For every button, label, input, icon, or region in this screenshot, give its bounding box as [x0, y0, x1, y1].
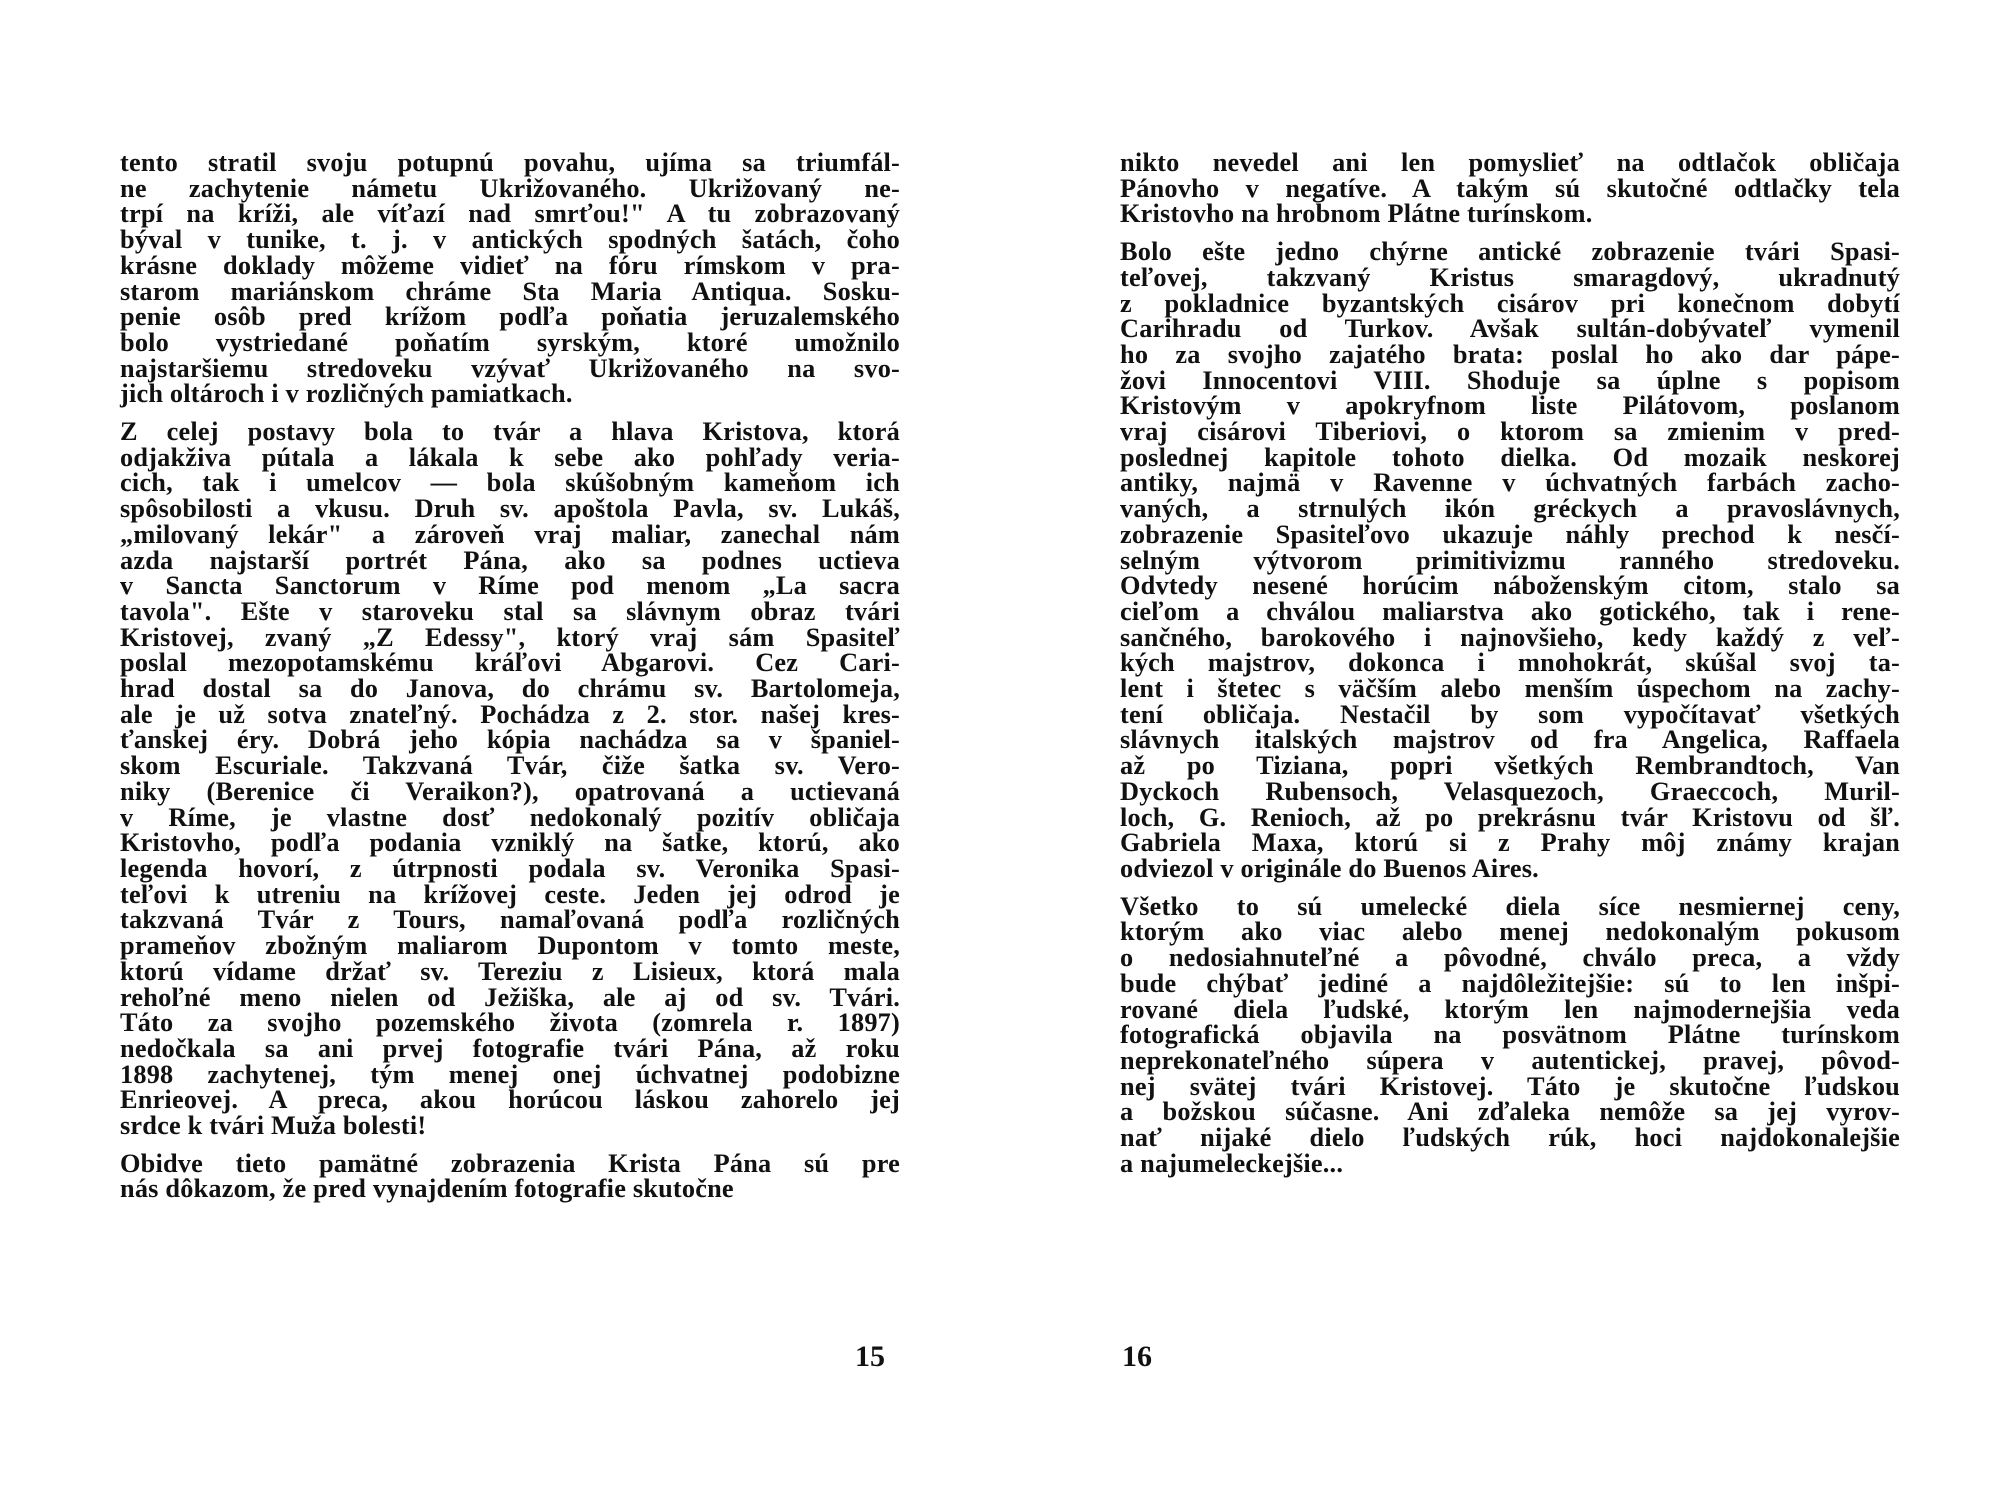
- text-line: sančného, barokového i najnovšieho, kedy každý z veľ-: [1120, 622, 1900, 652]
- text-line: poslednej kapitole tohoto dielka. Od mozaik neskorej: [1120, 442, 1900, 472]
- text-line: Kristovým v apokryfnom liste Pilátovom, poslanom: [1120, 391, 1900, 421]
- text-line: vraj cisárovi Tiberiovi, o ktorom sa zmienim v pred-: [1120, 417, 1900, 447]
- text-line: skom Escuriale. Takzvaná Tvár, čiže šatka sv. Vero-: [120, 751, 900, 781]
- text-line: prameňov zbožným maliarom Dupontom v tomto meste,: [120, 931, 900, 961]
- text-line: žovi Innocentovi VIII. Shoduje sa úplne s popisom: [1120, 365, 1900, 395]
- text-line: ktorým ako viac alebo menej nedokonalým pokusom: [1120, 917, 1900, 947]
- text-line: jich oltároch i v rozličných pamiatkach.: [120, 379, 573, 409]
- text-line: ale je už sotva znateľný. Pochádza z 2. stor. našej kres-: [120, 699, 900, 729]
- text-line: teľovi k utreniu na krížovej ceste. Jeden jej odrod je: [120, 879, 900, 909]
- text-line: odviezol v originále do Buenos Aires.: [1120, 853, 1539, 883]
- text-line: hrad dostal sa do Janova, do chrámu sv. Bartolomeja,: [120, 674, 900, 704]
- text-line: cieľom a chválou maliarstva ako gotického, tak i rene-: [1120, 596, 1900, 626]
- text-line: ne zachytenie námetu Ukrižovaného. Ukrižovaný ne-: [120, 173, 900, 203]
- text-line: lent i štetec s väčším alebo menším úspechom na zachy-: [1120, 674, 1900, 704]
- text-line: a božskou súčasne. Ani zďaleka nemôže sa jej vyrov-: [1120, 1097, 1900, 1127]
- text-line: až po Tiziana, popri všetkých Rembrandtoch, Van: [1120, 751, 1900, 781]
- text-line: tento stratil svoju potupnú povahu, ujíma sa triumfál-: [120, 148, 900, 177]
- text-line: 1898 zachytenej, tým menej onej úchvatnej podobizne: [120, 1059, 900, 1089]
- text-line: nás dôkazom, že pred vynajdením fotografie skutočne: [120, 1174, 734, 1204]
- text-line: poslal mezopotamskému kráľovi Abgarovi. Cez Cari-: [120, 648, 900, 678]
- text-line: Všetko to sú umelecké diela síce nesmiernej ceny,: [1120, 891, 1900, 921]
- text-line: starom mariánskom chráme Sta Maria Antiqua. Sosku-: [120, 276, 900, 306]
- text-line: Pánovho v negatíve. A takým sú skutočné odtlačky tela: [1120, 173, 1900, 203]
- paragraph: [1120, 891, 1900, 1178]
- text-line: loch, G. Renioch, až po prekrásnu tvár Kristovu od šľ.: [1120, 802, 1900, 832]
- text-line: cich, tak i umelcov — bola skúšobným kameňom ich: [120, 468, 900, 498]
- text-line: odjakživa pútala a lákala k sebe ako pohľady veria-: [120, 442, 900, 472]
- paragraph: [120, 419, 900, 1139]
- text-line: a najumeleckejšie...: [1120, 1148, 1344, 1178]
- text-line: legenda hovorí, z útrpnosti podala sv. Veronika Spasi-: [120, 853, 900, 883]
- text-line: Kristovej, zvaný „Z Edessy", ktorý vraj sám Spasiteľ: [120, 622, 900, 652]
- text-line: v Sancta Sanctorum v Ríme pod menom „La sacra: [120, 571, 900, 601]
- text-line: Táto za svojho pozemského života (zomrela r. 1897): [120, 1008, 900, 1038]
- text-line: najstaršiemu stredoveku vzývať Ukrižovaného na svo-: [120, 353, 900, 383]
- text-line: zobrazenie Spasiteľovo ukazuje náhly prechod k nesčí-: [1120, 519, 1900, 549]
- text-line: tení obličaja. Nestačil by som vypočítavať všetkých: [1120, 699, 1900, 729]
- text-line: Bolo ešte jedno chýrne antické zobrazenie tvári Spasi-: [1120, 237, 1900, 267]
- text-line: nedočkala sa ani prvej fotografie tvári Pána, až roku: [120, 1033, 900, 1063]
- text-line: ktorú vídame držať sv. Tereziu z Lisieux, ktorá mala: [120, 956, 900, 986]
- text-line: Carihradu od Turkov. Avšak sultán-dobývateľ vymenil: [1120, 314, 1900, 344]
- left-page: [120, 150, 900, 1202]
- text-line: Dyckoch Rubensoch, Velasquezoch, Graeccoch, Muril-: [1120, 776, 1900, 806]
- paragraph: [1120, 239, 1900, 882]
- text-line: nikto nevedel ani len pomyslieť na odtlačok obličaja: [1120, 148, 1900, 177]
- text-line: neprekonateľného súpera v autentickej, pravej, pôvod-: [1120, 1045, 1900, 1075]
- page-number-right: 16: [1122, 1340, 1152, 1373]
- text-line: býval v tunike, t. j. v antických spodných šatách, čoho: [120, 225, 900, 255]
- text-line: antiky, najmä v Ravenne v úchvatných farbách zacho-: [1120, 468, 1900, 498]
- text-line: takzvaná Tvár z Tours, namaľovaná podľa rozličných: [120, 905, 900, 935]
- text-line: Enrieovej. A preca, akou horúcou láskou zahorelo jej: [120, 1085, 900, 1115]
- text-line: krásne doklady môžeme vidieť na fóru rímskom v pra-: [120, 250, 900, 280]
- text-line: fotografická objavila na posvätnom Plátne turínskom: [1120, 1020, 1900, 1050]
- text-line: bolo vystriedané poňatím syrským, ktoré umožnilo: [120, 327, 900, 357]
- text-line: Gabriela Maxa, ktorú si z Prahy môj známy krajan: [1120, 828, 1900, 858]
- text-line: rované diela ľudské, ktorým len najmodernejšia veda: [1120, 994, 1900, 1024]
- text-line: ťanskej éry. Dobrá jeho kópia nachádza sa v španiel-: [120, 725, 900, 755]
- text-line: Kristovho, podľa podania vzniklý na šatke, ktorú, ako: [120, 828, 900, 858]
- text-line: vaných, a strnulých ikón gréckych a pravoslávnych,: [1120, 494, 1900, 524]
- text-line: azda najstarší portrét Pána, ako sa podnes uctieva: [120, 545, 900, 575]
- paragraph: [120, 150, 900, 407]
- text-line: Kristovho na hrobnom Plátne turínskom.: [1120, 199, 1593, 229]
- text-line: penie osôb pred krížom podľa poňatia jeruzalemského: [120, 302, 900, 332]
- text-line: kých majstrov, dokonca i mnohokrát, skúšal svoj ta-: [1120, 648, 1900, 678]
- text-line: z pokladnice byzantských cisárov pri konečnom dobytí: [1120, 288, 1900, 318]
- text-line: trpí na kríži, ale víťazí nad smrťou!" A tu zobrazovaný: [120, 199, 900, 229]
- page-number-left: 15: [855, 1340, 885, 1373]
- paragraph: [1120, 150, 1900, 227]
- paragraph: [120, 1148, 900, 1204]
- text-line: slávnych italských majstrov od fra Angelica, Raffaela: [1120, 725, 1900, 755]
- text-line: ho za svojho zajatého brata: poslal ho ako dar pápe-: [1120, 339, 1900, 369]
- text-line: Z celej postavy bola to tvár a hlava Kristova, ktorá: [120, 417, 900, 447]
- text-line: nej svätej tvári Kristovej. Táto je skutočne ľudskou: [1120, 1071, 1900, 1101]
- text-line: Obidve tieto pamätné zobrazenia Krista Pána sú pre: [120, 1148, 900, 1178]
- text-line: v Ríme, je vlastne dosť nedokonalý pozitív obličaja: [120, 802, 900, 832]
- text-line: nať nijaké dielo ľudských rúk, hoci najdokonalejšie: [1120, 1123, 1900, 1153]
- text-line: rehoľné meno nielen od Ježiška, ale aj od sv. Tvári.: [120, 982, 900, 1012]
- right-page: [1120, 150, 1900, 1176]
- text-line: „milovaný lekár" a zároveň vraj maliar, zanechal nám: [120, 519, 900, 549]
- text-line: o nedosiahnuteľné a pôvodné, chválo preca, a vždy: [1120, 943, 1900, 973]
- text-line: spôsobilosti a vkusu. Druh sv. apoštola Pavla, sv. Lukáš,: [120, 494, 900, 524]
- text-line: selným výtvorom primitivizmu ranného stredoveku.: [1120, 545, 1900, 575]
- text-line: srdce k tvári Muža bolesti!: [120, 1111, 427, 1141]
- text-line: niky (Berenice či Veraikon?), opatrovaná a uctievaná: [120, 776, 900, 806]
- text-line: Odvtedy nesené horúcim náboženským citom, stalo sa: [1120, 571, 1900, 601]
- text-line: teľovej, takzvaný Kristus smaragdový, ukradnutý: [1120, 262, 1900, 292]
- text-line: tavola". Ešte v staroveku stal sa slávnym obraz tvári: [120, 596, 900, 626]
- text-line: bude chýbať jediné a najdôležitejšie: sú to len inšpi-: [1120, 968, 1900, 998]
